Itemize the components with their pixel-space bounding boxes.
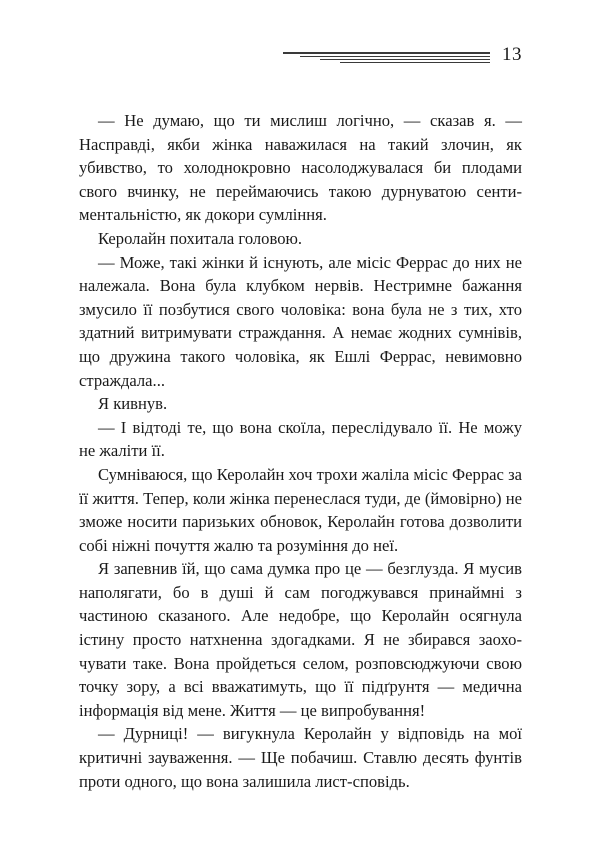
- paragraph: — Може, такі жінки й існують, але місіс Феррас до них не належала. Вона була клубком нервів. Нестримне бажання змусило її позбутися свого чоловіка: вона була не з тих, хто здатний витримувати страждання. А немає жодних сумнівів, що дружина такого чоловіка, як Ешлі Феррас, невимовно страждала...: [79, 252, 522, 390]
- rule-line: [300, 56, 490, 57]
- body-text: [79, 109, 522, 793]
- paragraph: Я кивнув.: [98, 394, 168, 414]
- rule-line: [340, 62, 490, 63]
- rule-line: [320, 59, 490, 60]
- page-header: [0, 40, 600, 80]
- rule-line: [283, 52, 490, 54]
- paragraph: Керолайн похитала головою.: [98, 228, 303, 248]
- paragraph: Я запевнив їй, що сама думка про це — безглузда. Я мусив наполягати, бо в душі й сам погоджувався принаймні з частиною сказаного. Але недобре, що Керолайн осягнула істину просто натхненна здогадками. Я не збирався заохочувати таке. Вона пройдеться селом, розповсюджуючи свою точку зору, а всі вважатимуть, що її підґрунтя — медична інформація від мене. Життя — це випробування!: [79, 559, 522, 720]
- page-number: 13: [502, 44, 522, 65]
- decorative-rule: [283, 52, 490, 66]
- paragraph: — Дурниці! — вигукнула Керолайн у відповідь на мої критичні зауваження. — Ще побачиш. Ставлю десять фунтів проти одного, що вона залишила лист-сповідь.: [79, 724, 522, 791]
- paragraph: — Не думаю, що ти мислиш логічно, — сказав я. — Насправді, якби жінка наважилася на такий злочин, як убивство, то холоднокровно насолоджувалася би плодами свого вчинку, не переймаючись такою дурнуватою сентиментальністю, як докори сумління.: [79, 111, 522, 225]
- paragraph: — І відтоді те, що вона скоїла, переслідувало її. Не можу не жаліти її.: [79, 417, 522, 461]
- paragraph: Сумніваюся, що Керолайн хоч трохи жаліла місіс Феррас за її життя. Тепер, коли жінка перенеслася туди, де (ймовірно) не зможе носити паризьких обновок, Керолайн готова дозволити собі ніжні почуття жалю та розуміння до неї.: [79, 464, 522, 555]
